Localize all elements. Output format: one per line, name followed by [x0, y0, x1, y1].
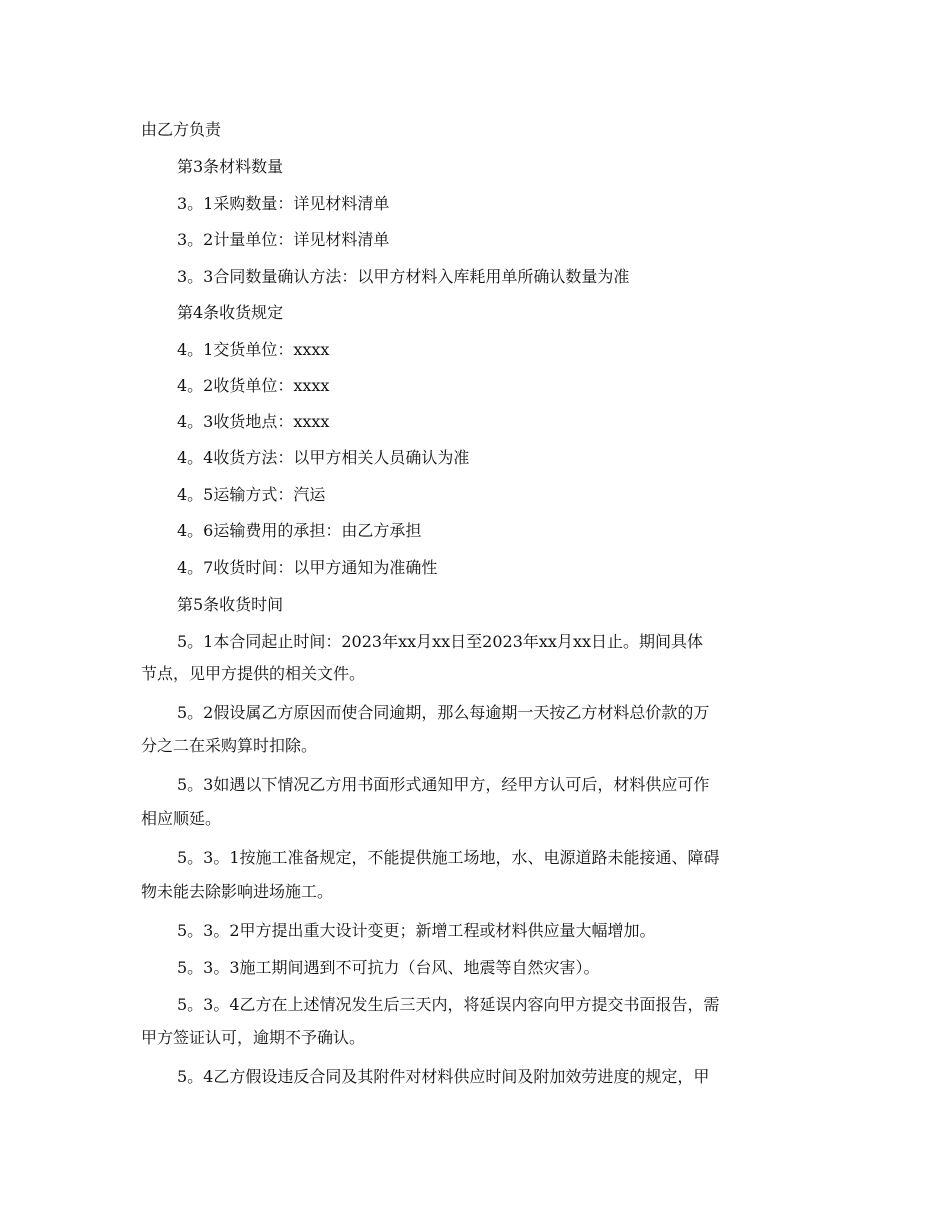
section-heading: 第5条收货时间 [177, 595, 284, 614]
text-line: 5。3。2甲方提出重大设计变更；新增工程或材料供应量大幅增加。 [177, 921, 656, 940]
text-line: 5。1本合同起止时间：2023年xx月xx日至2023年xx月xx日止。期间具体 [177, 632, 703, 651]
text-line: 4。4收货方法：以甲方相关人员确认为准 [177, 448, 470, 467]
text-line: 5。3。3施工期间遇到不可抗力（台风、地震等自然灾害）。 [177, 958, 600, 977]
text-line: 节点，见甲方提供的相关文件。 [141, 664, 366, 683]
text-line: 4。5运输方式：汽运 [177, 485, 326, 504]
text-line: 相应顺延。 [141, 809, 222, 828]
text-line: 4。3收货地点：xxxx [177, 412, 330, 431]
text-line: 3。3合同数量确认方法：以甲方材料入库耗用单所确认数量为准 [177, 267, 630, 286]
text-line: 4。2收货单位：xxxx [177, 376, 330, 395]
text-line: 4。1交货单位：xxxx [177, 340, 330, 359]
text-line: 分之二在采购算时扣除。 [141, 736, 318, 755]
text-line: 4。7收货时间：以甲方通知为准确性 [177, 558, 438, 577]
text-line: 物未能去除影响进场施工。 [141, 882, 334, 901]
text-line: 由乙方负责 [141, 120, 222, 139]
text-line: 5。3如遇以下情况乙方用书面形式通知甲方，经甲方认可后，材料供应可作 [177, 775, 710, 794]
text-line: 3。2计量单位：详见材料清单 [177, 230, 390, 249]
text-line: 甲方签证认可，逾期不予确认。 [141, 1028, 366, 1047]
section-heading: 第4条收货规定 [177, 303, 284, 322]
text-line: 5。2假设属乙方原因而使合同逾期，那么每逾期一天按乙方材料总价款的万 [177, 703, 710, 722]
text-line: 5。3。1按施工准备规定，不能提供施工场地，水、电源道路未能接通、障碍 [177, 848, 720, 867]
text-line: 5。3。4乙方在上述情况发生后三天内，将延误内容向甲方提交书面报告，需 [177, 995, 720, 1014]
text-line: 4。6运输费用的承担：由乙方承担 [177, 521, 422, 540]
text-line: 5。4乙方假设违反合同及其附件对材料供应时间及附加效劳进度的规定，甲 [177, 1067, 710, 1086]
section-heading: 第3条材料数量 [177, 157, 284, 176]
text-line: 3。1采购数量：详见材料清单 [177, 194, 390, 213]
